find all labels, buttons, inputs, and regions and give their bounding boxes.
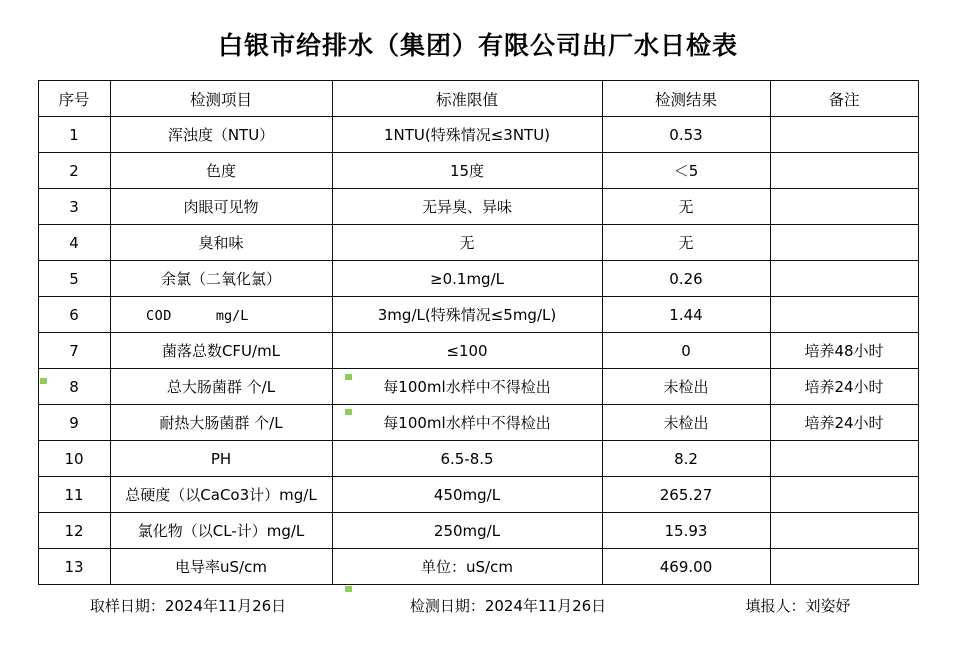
report-page: [0, 26, 956, 651]
row-note: 培养48小时: [770, 333, 918, 369]
row-item: 余氯（二氧化氯）: [110, 261, 332, 297]
row-standard: 3mg/L(特殊情况≤5mg/L): [332, 297, 602, 333]
row-item: 菌落总数CFU/mL: [110, 333, 332, 369]
row-item: 电导率uS/cm: [110, 549, 332, 585]
row-item: 色度: [110, 153, 332, 189]
test-date: 检测日期：2024年11月26日: [409, 597, 607, 615]
scan-artifact: [40, 378, 47, 384]
row-result: 无: [602, 189, 770, 225]
row-note: [770, 189, 918, 225]
row-standard: 无异臭、异味: [332, 189, 602, 225]
row-item: 肉眼可见物: [110, 189, 332, 225]
row-no: 8: [38, 369, 110, 405]
table-row: [38, 297, 918, 333]
row-note: 培养24小时: [770, 405, 918, 441]
row-item-label: COD: [146, 307, 172, 324]
row-standard: ≤100: [332, 333, 602, 369]
row-result: 15.93: [602, 513, 770, 549]
table-row: [38, 153, 918, 189]
table-header-row: [38, 81, 918, 117]
row-item: [110, 297, 332, 333]
row-item-unit: mg/L: [215, 307, 249, 324]
row-note: [770, 549, 918, 585]
row-note: [770, 117, 918, 153]
row-note: [770, 477, 918, 513]
row-note: 培养24小时: [770, 369, 918, 405]
row-result: ＜5: [602, 153, 770, 189]
table-row: [38, 477, 918, 513]
row-result: 0.53: [602, 117, 770, 153]
page-title: 白银市给排水（集团）有限公司出厂水日检表: [217, 31, 738, 60]
row-no: 4: [38, 225, 110, 261]
row-note: [770, 153, 918, 189]
row-no: 11: [38, 477, 110, 513]
row-result: 8.2: [602, 441, 770, 477]
row-item: 臭和味: [110, 225, 332, 261]
reporter-name: 填报人：刘姿妤: [745, 597, 851, 615]
table-row: [38, 405, 918, 441]
row-result: 1.44: [602, 297, 770, 333]
row-result: 未检出: [602, 369, 770, 405]
row-note: [770, 261, 918, 297]
row-standard: ≥0.1mg/L: [332, 261, 602, 297]
water-quality-table: [38, 80, 919, 585]
header-standard: 标准限值: [332, 81, 602, 117]
row-item: 氯化物（以CL-计）mg/L: [110, 513, 332, 549]
scan-artifact: [345, 586, 352, 592]
row-result: 0: [602, 333, 770, 369]
header-no: 序号: [38, 81, 110, 117]
row-standard: 15度: [332, 153, 602, 189]
sampling-date: 取样日期：2024年11月26日: [89, 597, 287, 615]
row-note: [770, 513, 918, 549]
header-note: 备注: [770, 81, 918, 117]
row-no: 13: [38, 549, 110, 585]
row-result: 未检出: [602, 405, 770, 441]
table-row: [38, 333, 918, 369]
row-result: 469.00: [602, 549, 770, 585]
row-standard: 每100ml水样中不得检出: [332, 369, 602, 405]
row-standard: 250mg/L: [332, 513, 602, 549]
table-row: [38, 261, 918, 297]
table-row: [38, 189, 918, 225]
row-no: 1: [38, 117, 110, 153]
row-no: 10: [38, 441, 110, 477]
table-row: [38, 513, 918, 549]
row-standard: 6.5-8.5: [332, 441, 602, 477]
row-no: 7: [38, 333, 110, 369]
table-row: [38, 441, 918, 477]
row-no: 6: [38, 297, 110, 333]
row-note: [770, 297, 918, 333]
row-item: 总大肠菌群 个/L: [110, 369, 332, 405]
row-item: 耐热大肠菌群 个/L: [110, 405, 332, 441]
row-item: 浑浊度（NTU）: [110, 117, 332, 153]
row-note: [770, 441, 918, 477]
row-no: 2: [38, 153, 110, 189]
row-no: 12: [38, 513, 110, 549]
row-no: 9: [38, 405, 110, 441]
row-result: 265.27: [602, 477, 770, 513]
row-no: 3: [38, 189, 110, 225]
scan-artifact: [345, 409, 352, 415]
row-result: 无: [602, 225, 770, 261]
table-row: [38, 117, 918, 153]
header-item: 检测项目: [110, 81, 332, 117]
row-item: 总硬度（以CaCo3计）mg/L: [110, 477, 332, 513]
row-standard: 1NTU(特殊情况≤3NTU): [332, 117, 602, 153]
row-standard: 无: [332, 225, 602, 261]
header-result: 检测结果: [602, 81, 770, 117]
table-row: [38, 549, 918, 585]
table-row: [38, 225, 918, 261]
row-item: PH: [110, 441, 332, 477]
scan-artifact: [345, 374, 352, 380]
row-standard: 450mg/L: [332, 477, 602, 513]
row-result: 0.26: [602, 261, 770, 297]
row-no: 5: [38, 261, 110, 297]
row-standard: 单位：uS/cm: [332, 549, 602, 585]
row-standard: 每100ml水样中不得检出: [332, 405, 602, 441]
report-footer: [38, 595, 918, 616]
row-note: [770, 225, 918, 261]
table-row: [38, 369, 918, 405]
